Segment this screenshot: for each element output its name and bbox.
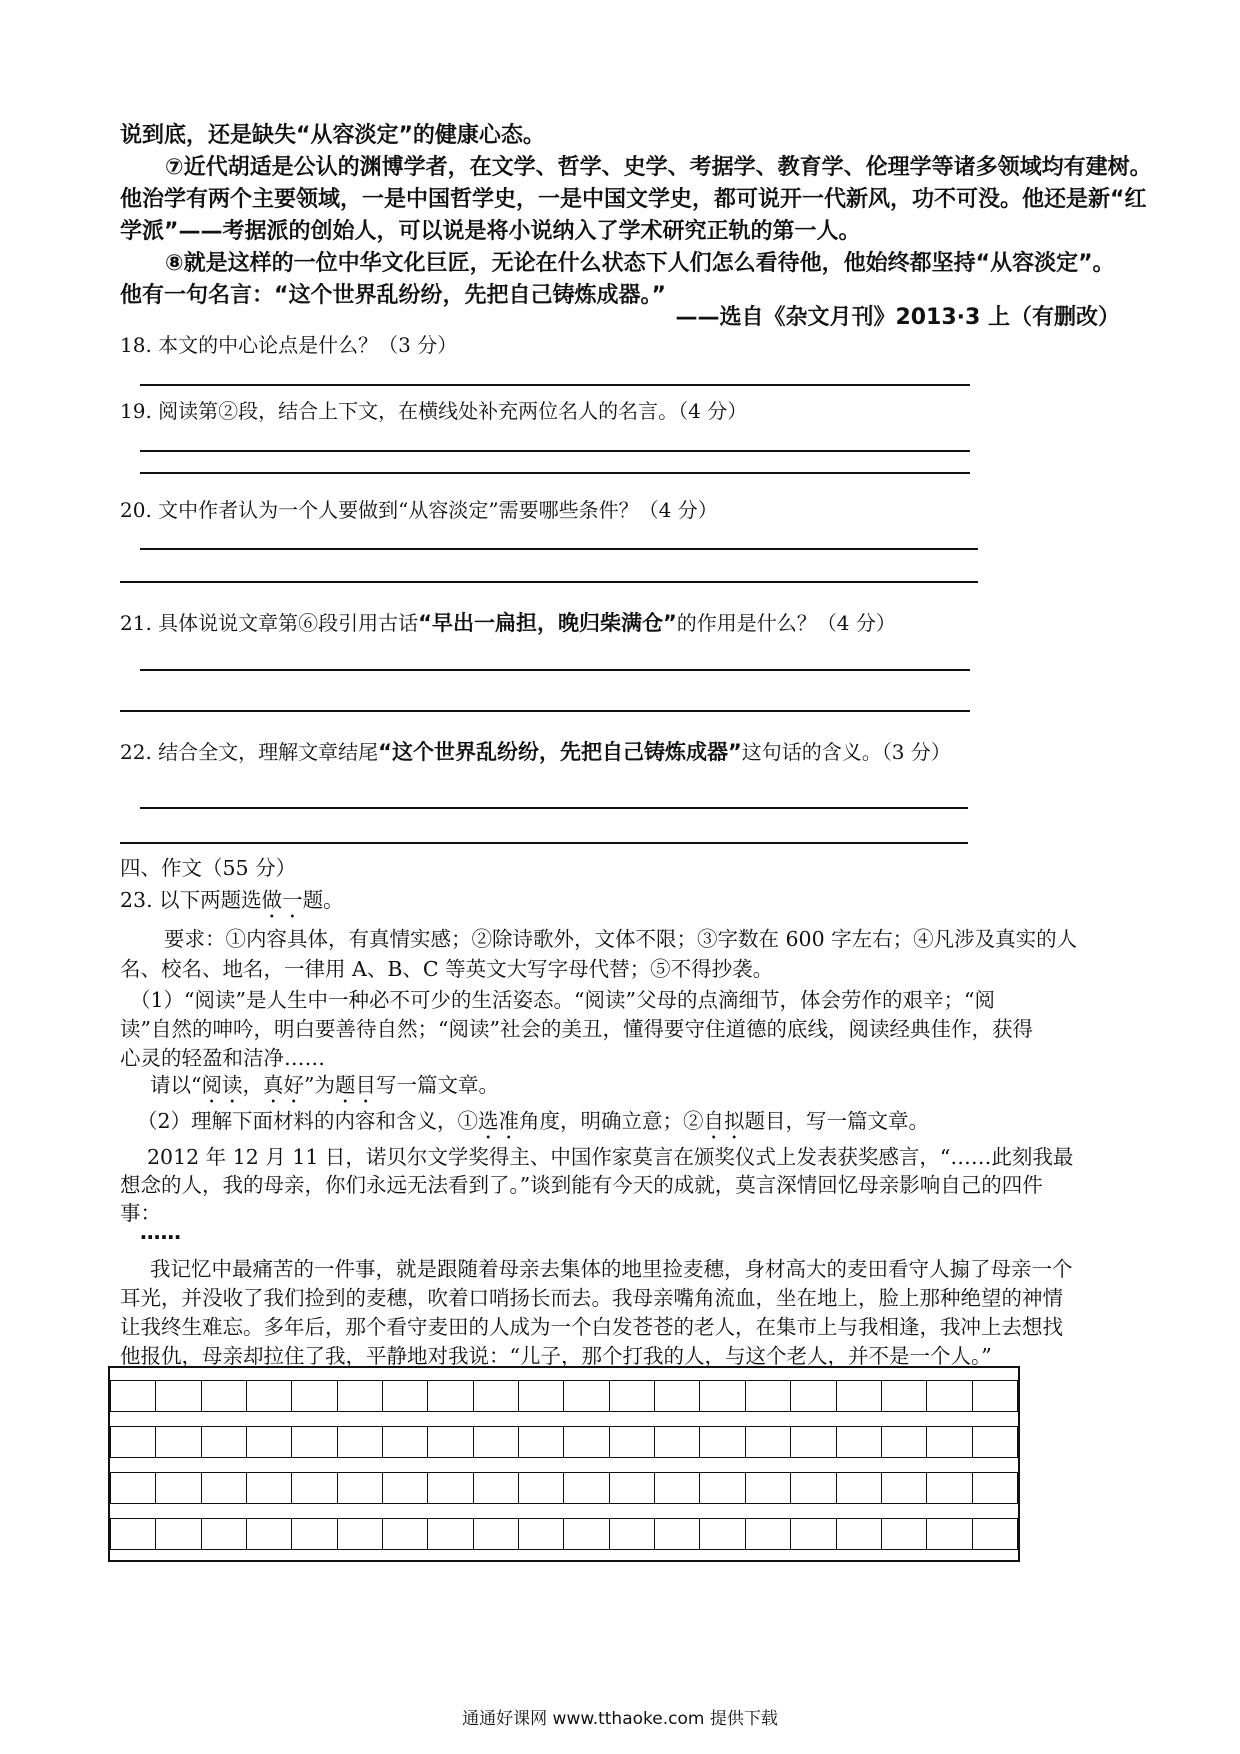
answer-line[interactable] <box>140 384 970 386</box>
writing-grid[interactable] <box>108 1366 1020 1562</box>
grid-cell[interactable] <box>746 1519 791 1549</box>
grid-cell[interactable] <box>700 1519 745 1549</box>
topic-2-instruction <box>137 1104 929 1144</box>
grid-cell[interactable] <box>837 1473 882 1503</box>
grid-cell[interactable] <box>610 1519 655 1549</box>
grid-cell[interactable] <box>655 1427 700 1457</box>
grid-cell[interactable] <box>202 1519 247 1549</box>
section-heading: 四、作文（55 分） <box>120 856 297 880</box>
topic-1-line-2: 读”自然的呻吟，明白要善待自然；“阅读”社会的美丑，懂得要守住道德的底线，阅读经典佳作，获得 <box>120 1017 1033 1041</box>
grid-cell[interactable] <box>474 1427 519 1457</box>
grid-cell[interactable] <box>837 1519 882 1549</box>
answer-line[interactable] <box>120 842 968 844</box>
grid-cell[interactable] <box>564 1473 609 1503</box>
grid-cell[interactable] <box>746 1381 791 1411</box>
grid-cell[interactable] <box>927 1473 972 1503</box>
topic-1-prompt-c: ”为 <box>303 1073 335 1097</box>
answer-line[interactable] <box>140 472 970 474</box>
grid-row[interactable] <box>110 1426 1018 1458</box>
essay-paragraph-8-line-1: ⑧就是这样的一位中华文化巨匠，无论在什么状态下人们怎么看待他，他始终都坚持“从容淡定”。 <box>165 251 1115 276</box>
grid-cell[interactable] <box>882 1519 927 1549</box>
question-23-text-c: 题。 <box>302 888 344 912</box>
material-line-5: 耳光，并没收了我们捡到的麦穗，吹着口哨扬长而去。我母亲嘴角流血，坐在地上，脸上那种绝望的神情 <box>120 1286 1063 1310</box>
question-22 <box>120 736 951 766</box>
answer-line[interactable] <box>120 710 970 712</box>
grid-cell[interactable] <box>338 1381 383 1411</box>
grid-cell[interactable] <box>791 1519 836 1549</box>
question-21-text-a: 21. 具体说说文章第⑥段引用古话 <box>120 611 419 635</box>
grid-cell[interactable] <box>700 1381 745 1411</box>
grid-cell[interactable] <box>474 1381 519 1411</box>
material-line-7: 他报仇，母亲却拉住了我，平静地对我说：“儿子，那个打我的人，与这个老人，并不是一个人。” <box>120 1344 992 1368</box>
grid-cell[interactable] <box>292 1519 337 1549</box>
grid-cell[interactable] <box>837 1427 882 1457</box>
grid-cell[interactable] <box>746 1473 791 1503</box>
grid-cell[interactable] <box>700 1473 745 1503</box>
grid-cell[interactable] <box>927 1427 972 1457</box>
question-22-quote: “这个世界乱纷纷，先把自己铸炼成器” <box>378 740 742 764</box>
question-21-text-c: 的作用是什么？（4 分） <box>676 611 896 635</box>
grid-cell[interactable] <box>247 1427 292 1457</box>
grid-cell[interactable] <box>610 1381 655 1411</box>
grid-cell[interactable] <box>428 1427 473 1457</box>
question-21 <box>120 607 896 637</box>
grid-cell[interactable] <box>610 1473 655 1503</box>
grid-cell[interactable] <box>338 1427 383 1457</box>
grid-cell[interactable] <box>247 1519 292 1549</box>
essay-paragraph-8-line-2: 他有一句名言：“这个世界乱纷纷，先把自己铸炼成器。” <box>120 283 666 308</box>
footer: 通通好课网 www.tthaoke.com 提供下载 <box>462 1709 778 1729</box>
grid-cell[interactable] <box>110 1473 156 1503</box>
question-21-quote: “早出一扁担，晚归柴满仓” <box>418 611 677 635</box>
grid-cell[interactable] <box>791 1381 836 1411</box>
grid-cell[interactable] <box>837 1381 882 1411</box>
grid-cell[interactable] <box>973 1381 1018 1411</box>
topic-2-emphasis-2: 自拟 <box>703 1109 745 1133</box>
grid-cell[interactable] <box>292 1473 337 1503</box>
grid-cell[interactable] <box>428 1519 473 1549</box>
question-22-text-c: 这句话的含义。（3 分） <box>741 740 951 764</box>
material-ellipsis: …… <box>140 1220 181 1244</box>
grid-cell[interactable] <box>655 1519 700 1549</box>
grid-cell[interactable] <box>156 1427 201 1457</box>
answer-line[interactable] <box>140 548 978 550</box>
material-line-3: 事： <box>120 1201 161 1225</box>
topic-1-prompt-e: 写一篇文章。 <box>375 1073 499 1097</box>
essay-paragraph-7-line-2: 他治学有两个主要领域，一是中国哲学史，一是中国文学史，都可说开一代新风，功不可没。他还是新“红 <box>120 187 1147 212</box>
grid-cell[interactable] <box>156 1519 201 1549</box>
grid-cell[interactable] <box>110 1519 156 1549</box>
topic-1-title-emphasis: 阅读，真好 <box>201 1073 304 1097</box>
material-line-1: 2012 年 12 月 11 日，诺贝尔文学奖得主、中国作家莫言在颁奖仪式上发表获奖感言，“……此刻我最 <box>147 1145 1074 1169</box>
grid-cell[interactable] <box>791 1473 836 1503</box>
answer-line[interactable] <box>140 807 968 809</box>
topic-1-prompt-a: 请以“ <box>150 1073 202 1097</box>
answer-line[interactable] <box>140 669 970 671</box>
grid-cell[interactable] <box>110 1381 156 1411</box>
requirements-line-1: 要求：①内容具体，有真情实感；②除诗歌外，文体不限；③字数在 600 字左右；④凡涉及真实的人 <box>164 927 1078 951</box>
grid-cell[interactable] <box>655 1473 700 1503</box>
grid-row[interactable] <box>110 1472 1018 1504</box>
question-18: 18. 本文的中心论点是什么？（3 分） <box>120 333 458 357</box>
grid-cell[interactable] <box>564 1519 609 1549</box>
grid-cell[interactable] <box>474 1519 519 1549</box>
answer-line[interactable] <box>120 581 978 583</box>
essay-source: ——选自《杂文月刊》2013·3 上（有删改） <box>675 305 1120 330</box>
grid-cell[interactable] <box>973 1427 1018 1457</box>
grid-cell[interactable] <box>610 1427 655 1457</box>
grid-cell[interactable] <box>927 1519 972 1549</box>
grid-cell[interactable] <box>428 1381 473 1411</box>
grid-cell[interactable] <box>882 1473 927 1503</box>
material-line-4: 我记忆中最痛苦的一件事，就是跟随着母亲去集体的地里捡麦穗，身材高大的麦田看守人搧了母亲一个 <box>150 1257 1073 1281</box>
question-23 <box>120 883 344 923</box>
essay-paragraph-7-line-1: ⑦近代胡适是公认的渊博学者，在文学、哲学、史学、考据学、教育学、伦理学等诸多领域均有建树。 <box>165 155 1152 180</box>
grid-cell[interactable] <box>292 1427 337 1457</box>
grid-cell[interactable] <box>338 1519 383 1549</box>
essay-paragraph-6-end: 说到底，还是缺失“从容淡定”的健康心态。 <box>120 123 545 148</box>
grid-cell[interactable] <box>428 1473 473 1503</box>
grid-cell[interactable] <box>156 1381 201 1411</box>
grid-cell[interactable] <box>927 1381 972 1411</box>
grid-row[interactable] <box>110 1380 1018 1412</box>
question-23-emphasis: 做一 <box>261 888 303 912</box>
grid-cell[interactable] <box>383 1473 428 1503</box>
question-22-text-a: 22. 结合全文，理解文章结尾 <box>120 740 379 764</box>
grid-cell[interactable] <box>564 1427 609 1457</box>
grid-cell[interactable] <box>247 1381 292 1411</box>
topic-2-text-e: 题目，写一篇文章。 <box>744 1109 930 1133</box>
material-line-2: 想念的人，我的母亲，你们永远无法看到了。”谈到能有今天的成就，莫言深情回忆母亲影响自己的四件 <box>120 1173 1043 1197</box>
topic-2-text-a: （2）理解下面材料的内容和含义，① <box>137 1109 479 1133</box>
question-19: 19. 阅读第②段，结合上下文，在横线处补充两位名人的名言。（4 分） <box>120 399 748 423</box>
topic-1-prompt-emphasis: 题目 <box>334 1073 376 1097</box>
topic-1-line-1: （1）“阅读”是人生中一种必不可少的生活姿态。“阅读”父母的点滴细节，体会劳作的艰辛；“阅 <box>130 988 995 1012</box>
grid-cell[interactable] <box>474 1473 519 1503</box>
grid-cell[interactable] <box>110 1427 156 1457</box>
topic-1-line-3: 心灵的轻盈和洁净…… <box>120 1046 325 1070</box>
grid-row[interactable] <box>110 1518 1018 1550</box>
answer-line[interactable] <box>140 450 970 452</box>
grid-cell[interactable] <box>519 1381 564 1411</box>
grid-cell[interactable] <box>292 1381 337 1411</box>
grid-cell[interactable] <box>746 1427 791 1457</box>
grid-cell[interactable] <box>973 1473 1018 1503</box>
grid-cell[interactable] <box>564 1381 609 1411</box>
grid-cell[interactable] <box>519 1427 564 1457</box>
requirements-line-2: 名、校名、地名，一律用 A、B、C 等英文大写字母代替；⑤不得抄袭。 <box>120 957 774 981</box>
topic-1-prompt <box>150 1068 499 1108</box>
grid-cell[interactable] <box>700 1427 745 1457</box>
grid-cell[interactable] <box>247 1473 292 1503</box>
grid-cell[interactable] <box>202 1427 247 1457</box>
grid-cell[interactable] <box>383 1519 428 1549</box>
grid-cell[interactable] <box>156 1473 201 1503</box>
material-line-6: 让我终生难忘。多年后，那个看守麦田的人成为一个白发苍苍的老人，在集市上与我相逢，我冲上去想找 <box>120 1315 1063 1339</box>
grid-cell[interactable] <box>519 1473 564 1503</box>
question-23-text-a: 23. 以下两题选 <box>120 888 262 912</box>
grid-cell[interactable] <box>791 1427 836 1457</box>
topic-2-emphasis-1: 选准 <box>478 1109 520 1133</box>
grid-cell[interactable] <box>202 1473 247 1503</box>
grid-cell[interactable] <box>882 1381 927 1411</box>
essay-paragraph-7-line-3: 学派”——考据派的创始人，可以说是将小说纳入了学术研究正轨的第一人。 <box>120 219 861 244</box>
grid-cell[interactable] <box>383 1381 428 1411</box>
topic-2-text-c: 角度，明确立意；② <box>519 1109 704 1133</box>
grid-cell[interactable] <box>202 1381 247 1411</box>
grid-cell[interactable] <box>655 1381 700 1411</box>
question-20: 20. 文中作者认为一个人要做到“从容淡定”需要哪些条件？（4 分） <box>120 498 718 522</box>
grid-cell[interactable] <box>383 1427 428 1457</box>
grid-cell[interactable] <box>519 1519 564 1549</box>
grid-cell[interactable] <box>882 1427 927 1457</box>
grid-cell[interactable] <box>338 1473 383 1503</box>
grid-cell[interactable] <box>973 1519 1018 1549</box>
